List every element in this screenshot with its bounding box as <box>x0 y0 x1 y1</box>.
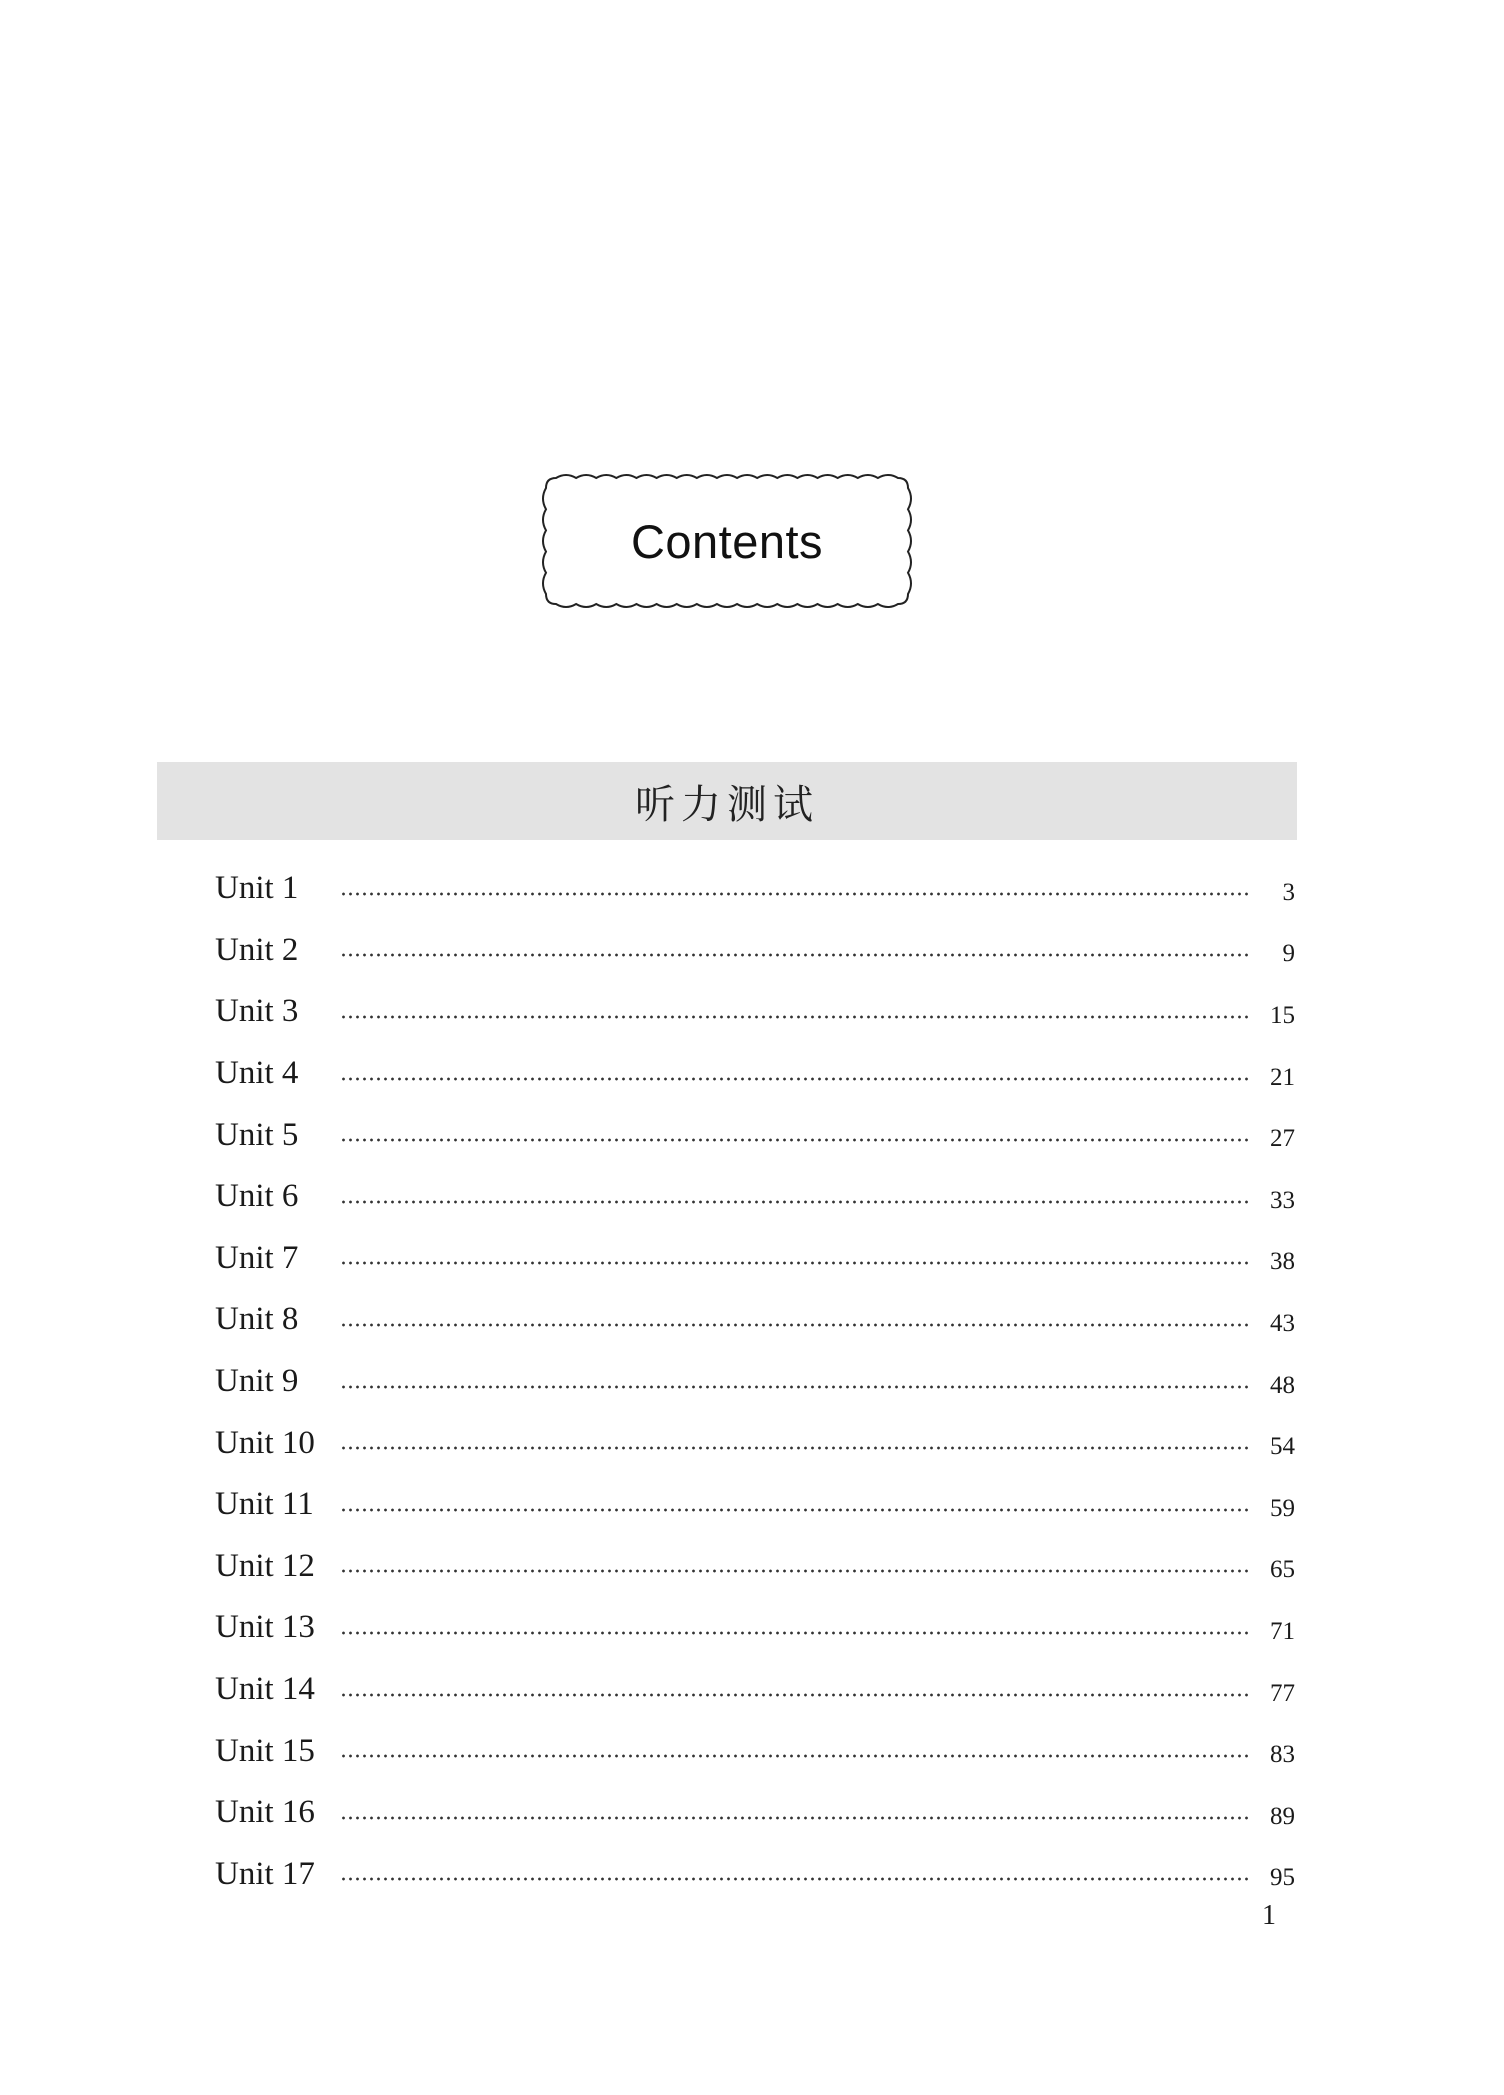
toc-entry[interactable] <box>215 858 1295 920</box>
toc-entry-label: Unit 13 <box>215 1609 315 1646</box>
toc-entry-page: 54 <box>1270 1433 1295 1461</box>
dot-leader <box>340 1877 1249 1881</box>
dot-leader <box>340 953 1249 957</box>
dot-leader <box>340 892 1249 896</box>
toc-entry-label: Unit 7 <box>215 1239 299 1276</box>
dot-leader <box>340 1446 1249 1450</box>
dot-leader <box>340 1508 1249 1512</box>
toc-entry-label: Unit 2 <box>215 931 299 968</box>
toc-entry-label: Unit 6 <box>215 1178 299 1215</box>
toc-entry[interactable] <box>215 1844 1295 1906</box>
section-header-bar <box>157 762 1297 840</box>
dot-leader <box>340 1015 1249 1019</box>
toc-entry-page: 27 <box>1270 1125 1295 1153</box>
dot-leader <box>340 1631 1249 1635</box>
toc-entry[interactable] <box>215 1474 1295 1536</box>
dot-leader <box>340 1323 1249 1327</box>
dot-leader <box>340 1138 1249 1142</box>
toc-entry-page: 21 <box>1270 1063 1295 1091</box>
dot-leader <box>340 1261 1249 1265</box>
toc-entry-label: Unit 9 <box>215 1363 299 1400</box>
dot-leader <box>340 1569 1249 1573</box>
section-title: 听力测试 <box>635 781 819 828</box>
toc-entry-page: 77 <box>1270 1679 1295 1707</box>
toc-entry[interactable] <box>215 1720 1295 1782</box>
toc-entry-page: 33 <box>1270 1186 1295 1214</box>
toc-entry-page: 9 <box>1282 940 1295 968</box>
toc-entry-page: 3 <box>1282 878 1295 906</box>
toc-entry[interactable] <box>215 1166 1295 1228</box>
toc-entry[interactable] <box>215 1536 1295 1598</box>
toc-entry[interactable] <box>215 1782 1295 1844</box>
toc-entry-label: Unit 4 <box>215 1055 299 1092</box>
toc-entry-page: 71 <box>1270 1617 1295 1645</box>
contents-title: Contents <box>630 514 824 568</box>
toc-entry-page: 89 <box>1270 1802 1295 1830</box>
dot-leader <box>340 1754 1249 1758</box>
toc-entry-page: 38 <box>1270 1248 1295 1276</box>
toc-entry-label: Unit 16 <box>215 1794 315 1831</box>
toc-entry-label: Unit 14 <box>215 1671 315 1708</box>
toc-entry-page: 43 <box>1270 1309 1295 1337</box>
toc-entry[interactable] <box>215 1659 1295 1721</box>
page-number: 1 <box>1262 1900 1276 1931</box>
toc-entry-page: 95 <box>1270 1864 1295 1892</box>
toc-entry-page: 65 <box>1270 1556 1295 1584</box>
toc-entry[interactable] <box>215 1228 1295 1290</box>
toc-entry[interactable] <box>215 1043 1295 1105</box>
toc-entry-label: Unit 3 <box>215 993 299 1030</box>
toc-entry[interactable] <box>215 920 1295 982</box>
toc-entry[interactable] <box>215 1412 1295 1474</box>
toc-entry-label: Unit 11 <box>215 1486 314 1523</box>
toc-entry[interactable] <box>215 1597 1295 1659</box>
dot-leader <box>340 1816 1249 1820</box>
contents-title-frame <box>540 472 914 610</box>
dot-leader <box>340 1385 1249 1389</box>
toc-entry[interactable] <box>215 1104 1295 1166</box>
toc-entry[interactable] <box>215 981 1295 1043</box>
toc-entry-page: 83 <box>1270 1741 1295 1769</box>
dot-leader <box>340 1693 1249 1697</box>
toc-entry-page: 48 <box>1270 1371 1295 1399</box>
toc-entry-label: Unit 5 <box>215 1116 299 1153</box>
toc-entry-label: Unit 17 <box>215 1855 315 1892</box>
toc-entry-page: 59 <box>1270 1494 1295 1522</box>
toc-entry-label: Unit 10 <box>215 1424 315 1461</box>
dot-leader <box>340 1077 1249 1081</box>
toc-entry[interactable] <box>215 1289 1295 1351</box>
toc-entry-label: Unit 8 <box>215 1301 299 1338</box>
toc-entry-label: Unit 15 <box>215 1732 315 1769</box>
toc-entry-page: 15 <box>1270 1001 1295 1029</box>
dot-leader <box>340 1200 1249 1204</box>
table-of-contents <box>215 858 1295 1905</box>
toc-entry[interactable] <box>215 1351 1295 1413</box>
toc-entry-label: Unit 12 <box>215 1547 315 1584</box>
toc-entry-label: Unit 1 <box>215 870 299 907</box>
